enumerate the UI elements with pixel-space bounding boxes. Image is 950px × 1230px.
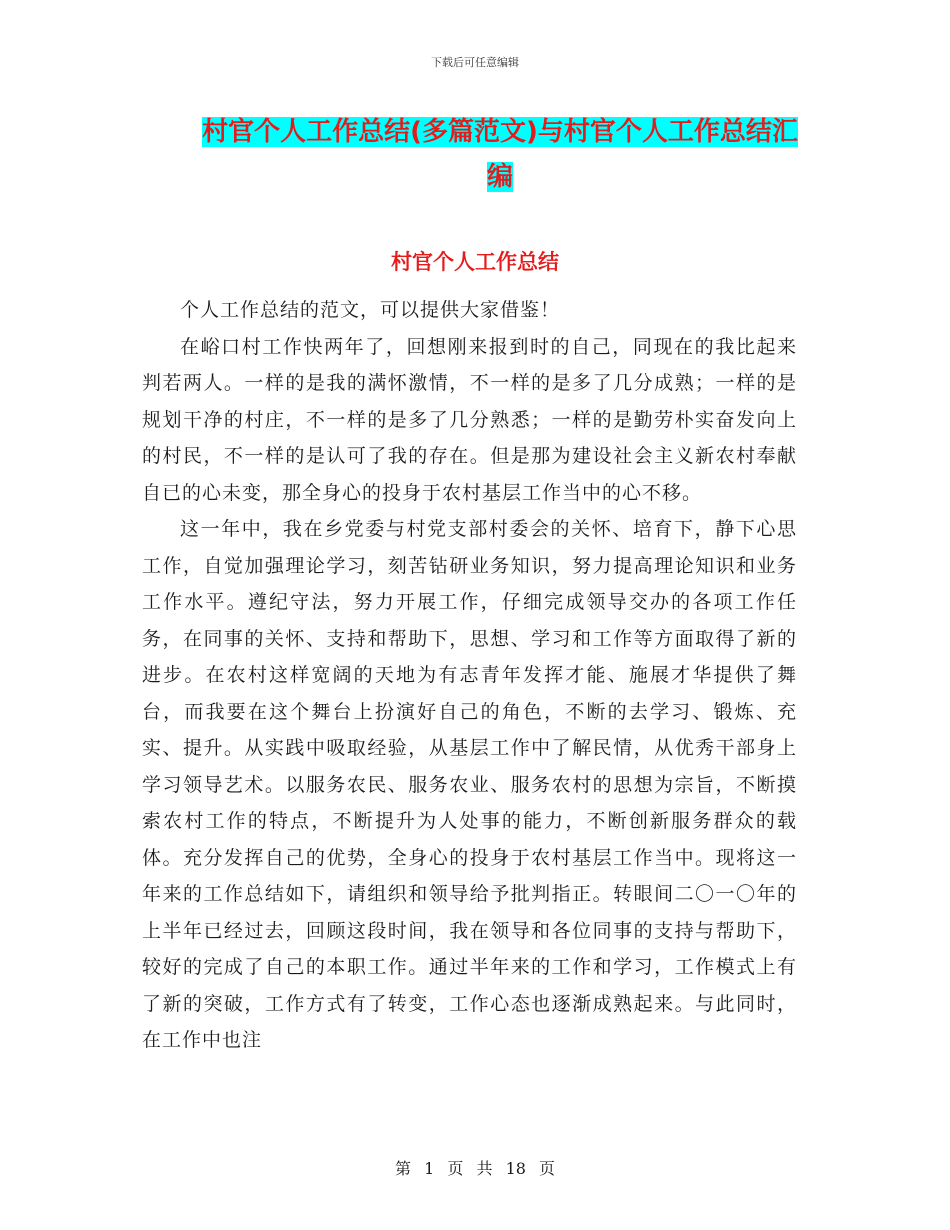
total-pages: 18 (505, 1159, 526, 1178)
paragraph: 这一年中，我在乡党委与村党支部村委会的关怀、培育下，静下心思工作，自觉加强理论学习，刻苦钻研业务知识，努力提高理论知识和业务工作水平。遵纪守法，努力开展工作，仔细完成领导交办的各项工作任务，在同事的关怀、支持和帮助下，思想、学习和工作等方面取得了新的进步。在农村这样宽阔的天地为有志青年发挥才能、施展才华提供了舞台，而我要在这个舞台上扮演好自己的角色，不断的去学习、锻炼、充实、提升。从实践中吸取经验，从基层工作中了解民情，从优秀干部身上学习领导艺术。以服务农民、服务农业、服务农村的思想为宗旨，不断摸索农村工作的特点，不断提升为人处事的能力，不断创新服务群众的载体。充分发挥自己的优势，全身心的投身于农村基层工作当中。现将这一年来的工作总结如下，请组织和领导给予批判指正。转眼间二〇一〇年的上半年已经过去，回顾这段时间，我在领导和各位同事的支持与帮助下，较好的完成了自己的本职工作。通过半年来的工作和学习，工作模式上有了新的突破，工作方式有了转变，工作心态也逐渐成熟起来。与此同时，在工作中也注 (142, 518, 797, 1051)
footer-total-prefix: 共 (476, 1159, 493, 1178)
document-title-text: 村官个人工作总结(多篇范文)与村官个人工作总结汇编 (202, 117, 798, 192)
paragraph: 在峪口村工作快两年了，回想刚来报到时的自己，同现在的我比起来判若两人。一样的是我的满怀激情，不一样的是多了几分成熟；一样的是规划干净的村庄，不一样的是多了几分熟悉；一样的是勤劳朴实奋发向上的村民，不一样的是认可了我的存在。但是那为建设社会主义新农村奉献自已的心未变，那全身心的投身于农村基层工作当中的心不移。 (142, 335, 797, 504)
page-header: 下载后可任意编辑 (431, 56, 519, 69)
footer-total-unit: 页 (539, 1159, 556, 1178)
document-title (192, 110, 808, 200)
footer-page-unit: 页 (447, 1159, 464, 1178)
page-number: 1 (424, 1159, 435, 1178)
section-title: 村官个人工作总结 (391, 250, 559, 274)
footer-prefix: 第 (394, 1159, 411, 1178)
page-footer (0, 1156, 950, 1179)
document-body (142, 292, 797, 1059)
paragraph: 个人工作总结的范文，可以提供大家借鉴！ (180, 299, 561, 321)
